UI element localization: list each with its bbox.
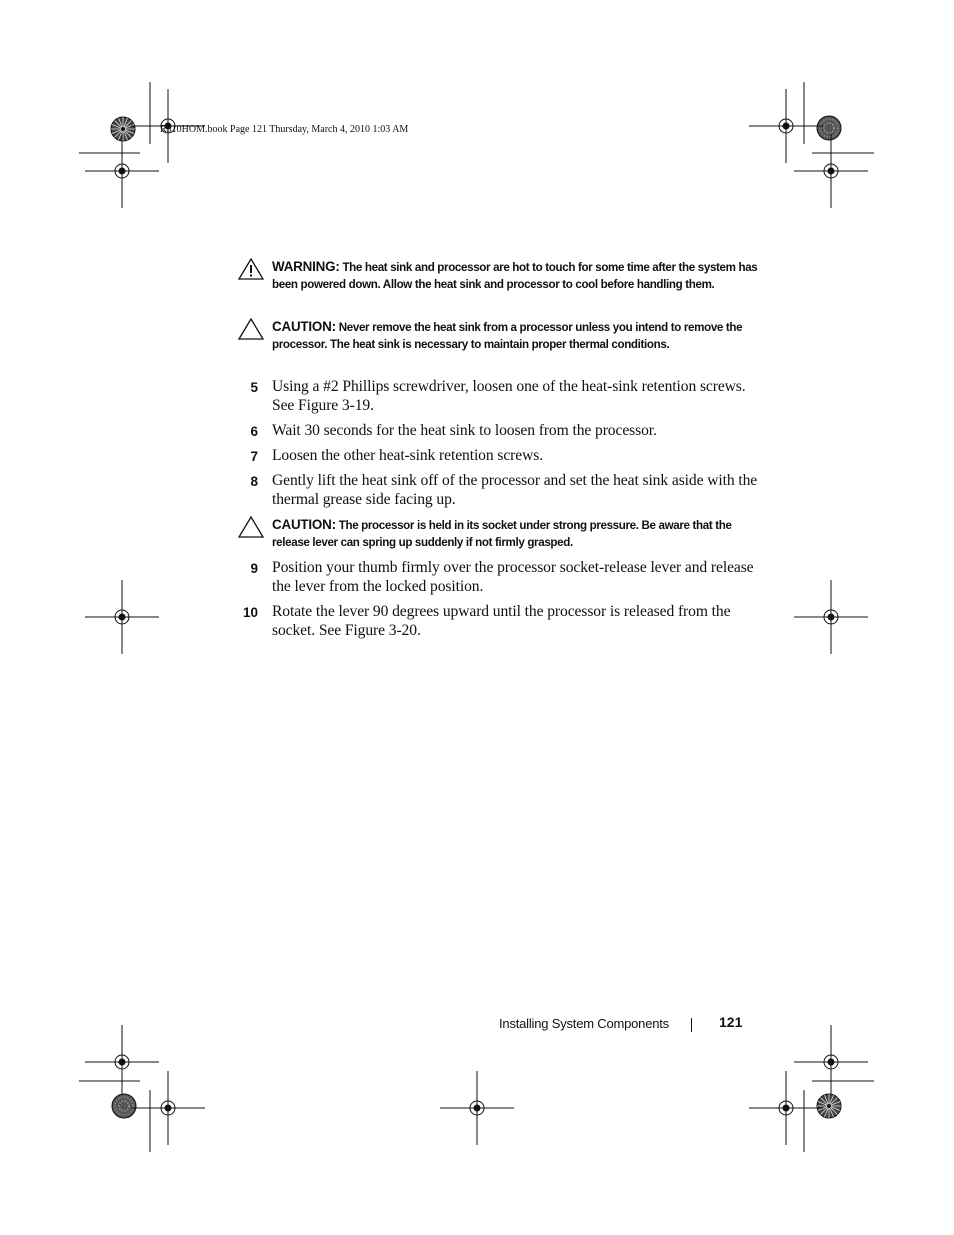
crosshair-mark [794,580,868,654]
caution-text [272,318,758,353]
print-slug-line: R310HOM.book Page 121 Thursday, March 4, 2010 1:03 AM [160,124,409,135]
step-text: Wait 30 seconds for the heat sink to loosen from the processor. [272,422,657,439]
caution-notice [238,516,758,551]
crosshair-mark [85,580,159,654]
step-number: 7 [250,449,258,464]
step-number: 9 [250,561,258,576]
caution-notice [238,318,758,353]
warning-label: WARNING: [272,259,340,274]
warning-notice [238,258,758,293]
step-item [238,558,758,596]
step-text: Position your thumb firmly over the processor socket-release lever and release the lever from the locked position. [272,559,754,595]
page-number: 121 [719,1014,743,1030]
step-item [238,471,758,509]
crosshair-mark [794,134,868,208]
caution-body: Never remove the heat sink from a processor unless you intend to remove the processor. The heat sink is necessary to maintain proper thermal conditions. [272,321,743,351]
caution-body: The processor is held in its socket under strong pressure. Be aware that the release lever can spring up suddenly if not firmly grasped. [272,519,732,549]
step-text: Loosen the other heat-sink retention screws. [272,447,544,464]
warning-body: The heat sink and processor are hot to touch for some time after the system has been powered down. Allow the heat sink and processor to cool before handling them. [272,261,758,291]
step-number: 8 [250,474,258,489]
crosshair-mark [85,1025,159,1099]
crosshair-mark [440,1071,514,1145]
registration-star-mark-bottom-right [817,1094,841,1118]
step-number: 5 [250,380,258,395]
step-number: 10 [242,605,258,620]
step-item [238,602,758,640]
footer-section-title: Installing System Components [499,1016,669,1031]
step-item [238,377,758,415]
registration-ball-mark-top-right [817,116,841,140]
warning-triangle-icon [238,258,264,280]
caution-text [272,516,758,551]
footer-divider [691,1018,692,1032]
crosshair-mark [749,89,823,163]
crosshair-mark [131,1071,205,1145]
step-text: Rotate the lever 90 degrees upward until the processor is released from the socket. See Figure 3-20. [272,603,731,639]
crosshair-mark [749,1071,823,1145]
registration-ball-mark-bottom-left [112,1094,136,1118]
crosshair-mark [85,134,159,208]
warning-text [272,258,758,293]
registration-star-mark-top-left [111,117,135,141]
step-number: 6 [250,424,258,439]
step-item [238,446,758,465]
caution-label: CAUTION: [272,319,336,334]
caution-triangle-icon [238,318,264,340]
step-item [238,421,758,440]
caution-label: CAUTION: [272,517,336,532]
crosshair-mark [794,1025,868,1099]
caution-triangle-icon [238,516,264,538]
step-text: Gently lift the heat sink off of the processor and set the heat sink aside with the thermal grease side facing up. [272,472,758,508]
step-text: Using a #2 Phillips screwdriver, loosen one of the heat-sink retention screws. See Figure 3-19. [272,378,746,414]
